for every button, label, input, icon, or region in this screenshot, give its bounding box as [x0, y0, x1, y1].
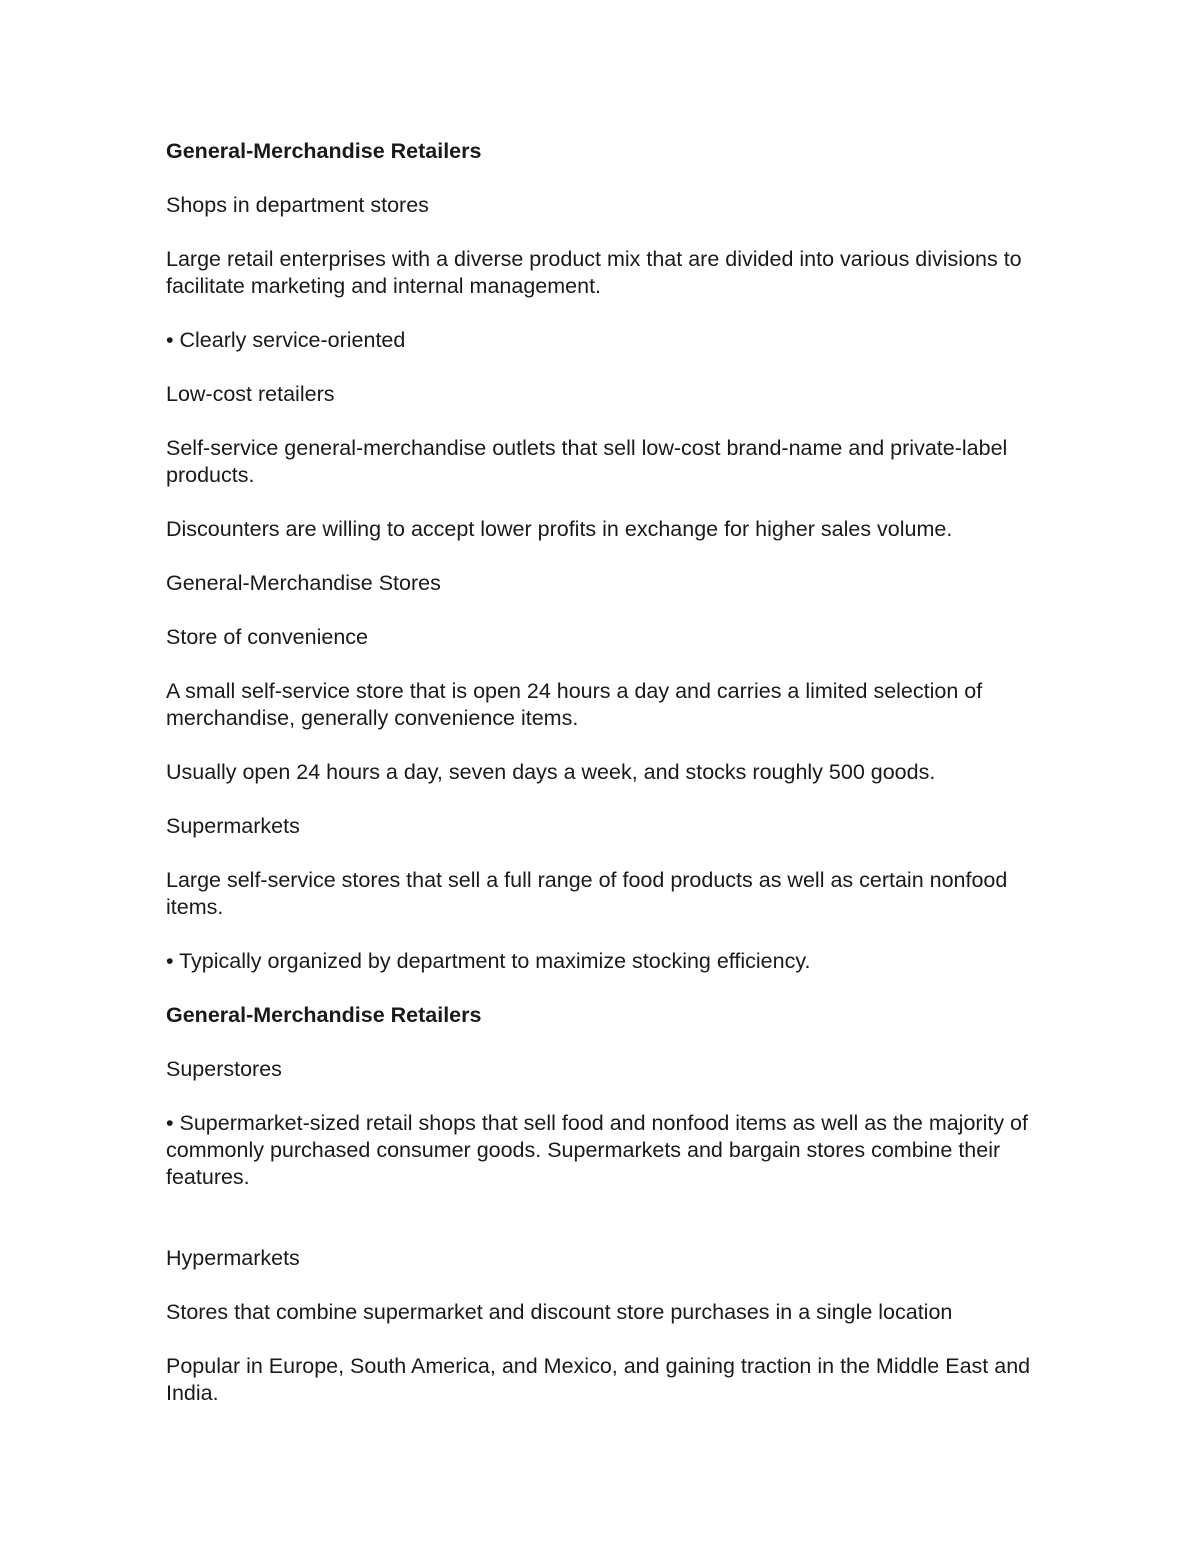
subheading-superstores: Superstores [166, 1057, 282, 1081]
subheading-store-of-convenience: Store of convenience [166, 625, 368, 649]
bullet-superstores: • Supermarket-sized retail shops that sell food and nonfood items as well as the majority of commonly purchased consumer goods. Supermarkets and bargain stores combine their features. [166, 1111, 1028, 1189]
paragraph-hypermarkets-popularity: Popular in Europe, South America, and Mexico, and gaining traction in the Middle East and India. [166, 1354, 1031, 1405]
subheading-supermarkets: Supermarkets [166, 814, 300, 838]
paragraph-department-stores: Large retail enterprises with a diverse product mix that are divided into various divisions to facilitate marketing and internal management. [166, 247, 1022, 298]
paragraph-low-cost-retailers: Self-service general-merchandise outlets that sell low-cost brand-name and private-label products. [166, 436, 1008, 487]
subheading-low-cost-retailers: Low-cost retailers [166, 382, 335, 406]
document-body [166, 138, 1046, 1434]
subheading-hypermarkets: Hypermarkets [166, 1246, 300, 1270]
paragraph-convenience-store: A small self-service store that is open 24 hours a day and carries a limited selection of merchandise, generally convenience items. [166, 679, 983, 730]
section-heading: General-Merchandise Retailers [166, 139, 482, 163]
paragraph-supermarkets: Large self-service stores that sell a full range of food products as well as certain nonfood items. [166, 868, 1008, 919]
bullet-organized-by-department: • Typically organized by department to maximize stocking efficiency. [166, 949, 811, 973]
bullet-service-oriented: • Clearly service-oriented [166, 328, 406, 352]
paragraph-discounters: Discounters are willing to accept lower profits in exchange for higher sales volume. [166, 517, 953, 541]
subheading-department-stores: Shops in department stores [166, 193, 429, 217]
section-heading: General-Merchandise Retailers [166, 1003, 482, 1027]
paragraph-convenience-hours: Usually open 24 hours a day, seven days a week, and stocks roughly 500 goods. [166, 760, 936, 784]
paragraph-hypermarkets: Stores that combine supermarket and discount store purchases in a single location [166, 1300, 953, 1324]
subheading-general-merchandise-stores: General-Merchandise Stores [166, 571, 441, 595]
